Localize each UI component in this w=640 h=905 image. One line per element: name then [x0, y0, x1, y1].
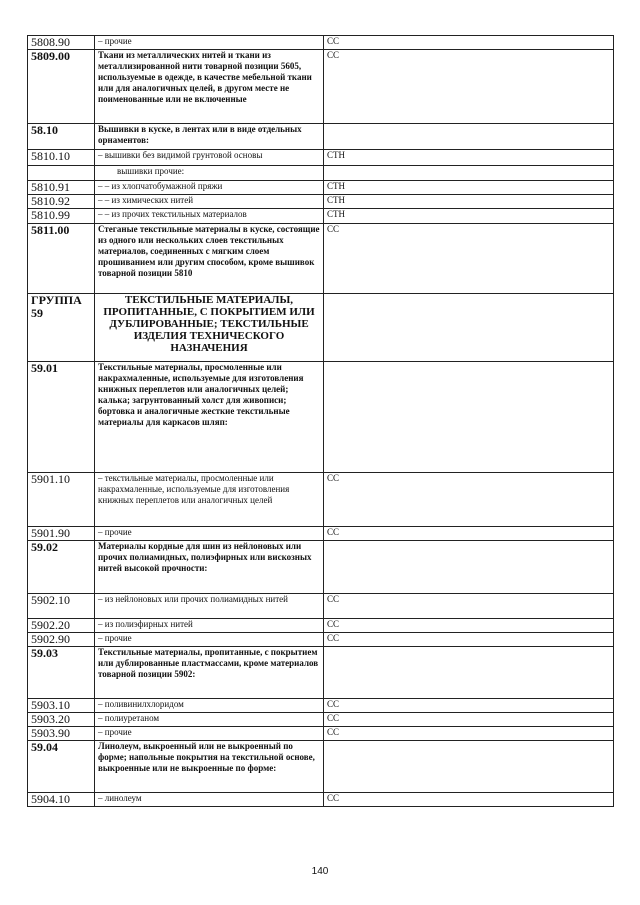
- code-cell: 5902.20: [28, 619, 95, 633]
- description-cell: – полиуретаном: [95, 713, 324, 727]
- description-cell: – линолеум: [95, 793, 324, 807]
- table-row: [28, 473, 614, 527]
- certificate-cell: СС: [324, 594, 614, 619]
- description-cell: ТЕКСТИЛЬНЫЕ МАТЕРИАЛЫ, ПРОПИТАННЫЕ, С ПОКРЫТИЕМ ИЛИ ДУБЛИРОВАННЫЕ; ТЕКСТИЛЬНЫЕ ИЗДЕЛИЯ ТЕХНИЧЕСКОГО НАЗНАЧЕНИЯ: [95, 294, 324, 362]
- table-row: [28, 527, 614, 541]
- description-cell: – прочие: [95, 727, 324, 741]
- code-cell: 5808.90: [28, 36, 95, 50]
- code-cell: 5903.20: [28, 713, 95, 727]
- certificate-cell: СС: [324, 224, 614, 294]
- table-row: [28, 594, 614, 619]
- description-cell: – – из прочих текстильных материалов: [95, 209, 324, 224]
- code-cell: 5810.99: [28, 209, 95, 224]
- code-cell: 5809.00: [28, 50, 95, 124]
- table-row: [28, 619, 614, 633]
- table-row: [28, 36, 614, 50]
- description-cell: вышивки прочие:: [95, 166, 324, 181]
- code-cell: 5901.10: [28, 473, 95, 527]
- table-row: [28, 713, 614, 727]
- table-row: [28, 150, 614, 166]
- group-row: [28, 294, 614, 362]
- certificate-cell: [324, 362, 614, 473]
- heading-row: [28, 541, 614, 594]
- certificate-cell: [324, 294, 614, 362]
- table-row: [28, 633, 614, 647]
- code-cell: 5902.90: [28, 633, 95, 647]
- description-cell: – текстильные материалы, просмоленные или накрахмаленные, используемые для изготовления книжных переплетов или аналогичных целей: [95, 473, 324, 527]
- description-cell: – прочие: [95, 633, 324, 647]
- description-cell: Вышивки в куске, в лентах или в виде отдельных орнаментов:: [95, 124, 324, 150]
- heading-row: [28, 362, 614, 473]
- description-cell: – – из хлопчатобумажной пряжи: [95, 181, 324, 195]
- code-cell: 5810.92: [28, 195, 95, 209]
- certificate-cell: [324, 741, 614, 793]
- certificate-cell: СС: [324, 727, 614, 741]
- table-row: [28, 181, 614, 195]
- code-cell: ГРУППА 59: [28, 294, 95, 362]
- code-cell: 59.02: [28, 541, 95, 594]
- code-cell: 5903.10: [28, 699, 95, 713]
- certificate-cell: СС: [324, 473, 614, 527]
- heading-row: [28, 224, 614, 294]
- code-cell: 5901.90: [28, 527, 95, 541]
- heading-row: [28, 647, 614, 699]
- heading-row: [28, 124, 614, 150]
- code-cell: 59.03: [28, 647, 95, 699]
- certificate-cell: СС: [324, 633, 614, 647]
- description-cell: – поливинилхлоридом: [95, 699, 324, 713]
- certificate-cell: СС: [324, 713, 614, 727]
- certificate-cell: СС: [324, 527, 614, 541]
- certificate-cell: [324, 541, 614, 594]
- certificate-cell: СС: [324, 50, 614, 124]
- page-number: 140: [311, 866, 329, 877]
- code-cell: 59.04: [28, 741, 95, 793]
- description-cell: Линолеум, выкроенный или не выкроенный по форме; напольные покрытия на текстильной основе, выкроенные или не выкроенные по форме:: [95, 741, 324, 793]
- certificate-cell: СТН: [324, 209, 614, 224]
- code-cell: [28, 166, 95, 181]
- description-cell: Стеганые текстильные материалы в куске, состоящие из одного или нескольких слоев текстильных материалов, соединенных с мягким слоем прошиванием или другим способом, кроме вышивок товарной позиции 5810: [95, 224, 324, 294]
- description-cell: – из полиэфирных нитей: [95, 619, 324, 633]
- description-cell: Ткани из металлических нитей и ткани из металлизированной нити товарной позиции 5605, используемые в одежде, в качестве мебельной ткани или для аналогичных целей, в другом месте не поименованные или не включенные: [95, 50, 324, 124]
- table-row: [28, 699, 614, 713]
- table-row: [28, 793, 614, 807]
- heading-row: [28, 50, 614, 124]
- description-cell: Текстильные материалы, просмоленные или накрахмаленные, используемые для изготовления книжных переплетов или аналогичных целей; калька; загрунтованный холст для живописи; бортовка и аналогичные жесткие текстильные материалы для каркасов шляп:: [95, 362, 324, 473]
- certificate-cell: [324, 166, 614, 181]
- code-cell: 5902.10: [28, 594, 95, 619]
- table-row: [28, 166, 614, 181]
- certificate-cell: СТН: [324, 181, 614, 195]
- certificate-cell: [324, 647, 614, 699]
- description-cell: – из нейлоновых или прочих полиамидных нитей: [95, 594, 324, 619]
- certificate-cell: СС: [324, 619, 614, 633]
- description-cell: Текстильные материалы, пропитанные, с покрытием или дублированные пластмассами, кроме материалов товарной позиции 5902:: [95, 647, 324, 699]
- certificate-cell: СТН: [324, 150, 614, 166]
- code-cell: 5810.10: [28, 150, 95, 166]
- certificate-cell: [324, 124, 614, 150]
- certificate-cell: СС: [324, 699, 614, 713]
- code-cell: 59.01: [28, 362, 95, 473]
- code-cell: 58.10: [28, 124, 95, 150]
- table-row: [28, 727, 614, 741]
- table-row: [28, 209, 614, 224]
- code-cell: 5904.10: [28, 793, 95, 807]
- code-cell: 5811.00: [28, 224, 95, 294]
- tariff-table: [27, 35, 614, 807]
- certificate-cell: СС: [324, 793, 614, 807]
- code-cell: 5903.90: [28, 727, 95, 741]
- certificate-cell: СТН: [324, 195, 614, 209]
- description-cell: – прочие: [95, 527, 324, 541]
- description-cell: – – из химических нитей: [95, 195, 324, 209]
- certificate-cell: СС: [324, 36, 614, 50]
- description-cell: Материалы кордные для шин из нейлоновых или прочих полиамидных, полиэфирных или вискозных нитей высокой прочности:: [95, 541, 324, 594]
- table-row: [28, 195, 614, 209]
- code-cell: 5810.91: [28, 181, 95, 195]
- description-cell: – вышивки без видимой грунтовой основы: [95, 150, 324, 166]
- heading-row: [28, 741, 614, 793]
- table-body: [28, 36, 614, 807]
- description-cell: – прочие: [95, 36, 324, 50]
